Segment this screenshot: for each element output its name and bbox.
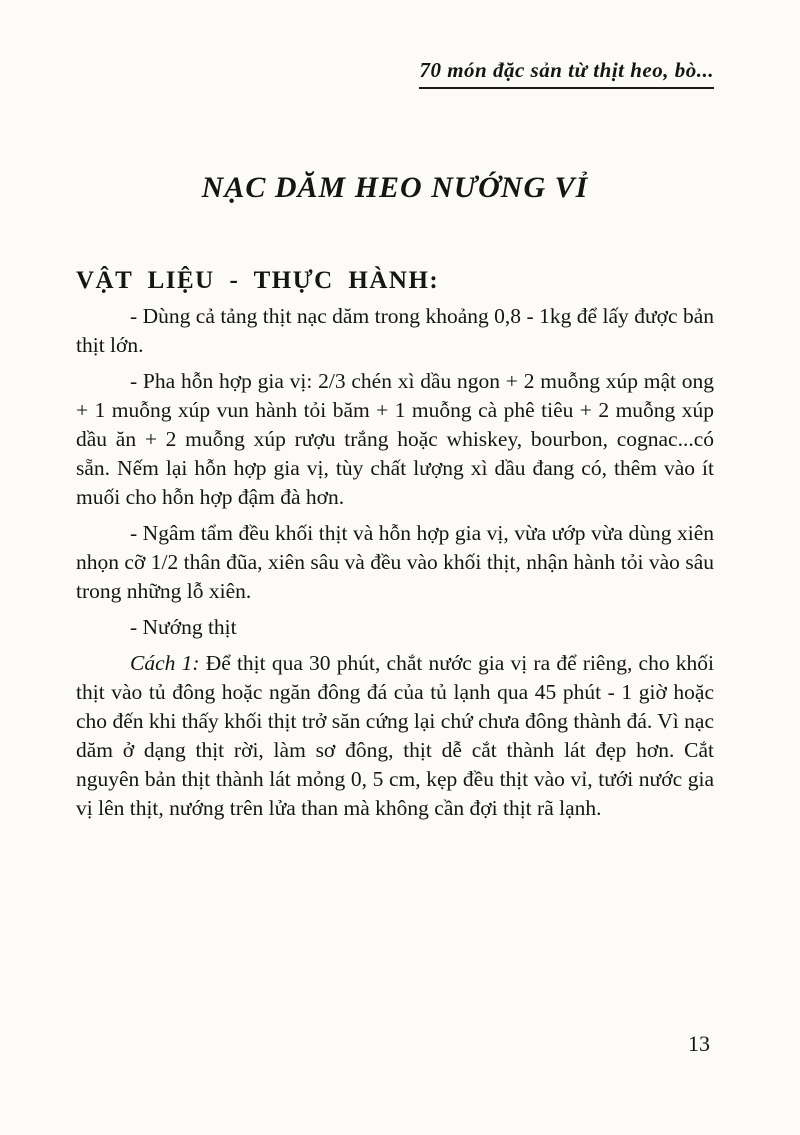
paragraph-marinate <box>76 519 714 606</box>
paragraph-lead: Cách 1: <box>130 651 200 675</box>
paragraph-text: - Ngâm tẩm đều khối thịt và hỗn hợp gia vị, vừa ướp vừa dùng xiên nhọn cỡ 1/2 thân đũa, xiên sâu và đều vào khối thịt, nhận hành tỏi vào sâu trong những lỗ xiên. <box>76 521 714 603</box>
paragraph-text: - Pha hỗn hợp gia vị: 2/3 chén xì dầu ngon + 2 muỗng xúp mật ong + 1 muỗng xúp vun hành tỏi băm + 1 muỗng cà phê tiêu + 2 muỗng xúp dầu ăn + 2 muỗng xúp rượu trắng hoặc whiskey, bourbon, cognac...có sẵn. Nếm lại hỗn hợp gia vị, tùy chất lượng xì dầu đang có, thêm vào ít muối cho hỗn hợp đậm đà hơn. <box>76 369 714 509</box>
recipe-title: NẠC DĂM HEO NƯỚNG VỈ <box>201 171 589 204</box>
paragraph-text: - Nướng thịt <box>130 615 237 639</box>
paragraph-ingredients-1 <box>76 302 714 360</box>
paragraph-ingredients-2 <box>76 367 714 512</box>
paragraph-grill-heading <box>76 613 714 642</box>
running-header <box>76 58 714 89</box>
section-heading: VẬT LIỆU - THỰC HÀNH: <box>76 267 440 294</box>
running-header-text: 70 món đặc sản từ thịt heo, bò... <box>419 58 714 89</box>
page-number: 13 <box>688 1031 710 1056</box>
paragraph-method-1 <box>76 649 714 823</box>
paragraph-text: Để thịt qua 30 phút, chắt nước gia vị ra để riêng, cho khối thịt vào tủ đông hoặc ngăn đông đá của tủ lạnh qua 45 phút - 1 giờ hoặc cho đến khi thấy khối thịt trở săn cứng lại chứ chưa đông thành đá. Vì nạc dăm ở dạng thịt rời, làm sơ đông, thịt dễ cắt thành lát đẹp hơn. Cắt nguyên bản thịt thành lát mỏng 0, 5 cm, kẹp đều thịt vào vỉ, tưới nước gia vị lên thịt, nướng trên lửa than mà không cần đợi thịt rã lạnh. <box>76 651 715 820</box>
paragraph-text: - Dùng cả tảng thịt nạc dăm trong khoảng 0,8 - 1kg để lấy được bản thịt lớn. <box>76 304 714 357</box>
